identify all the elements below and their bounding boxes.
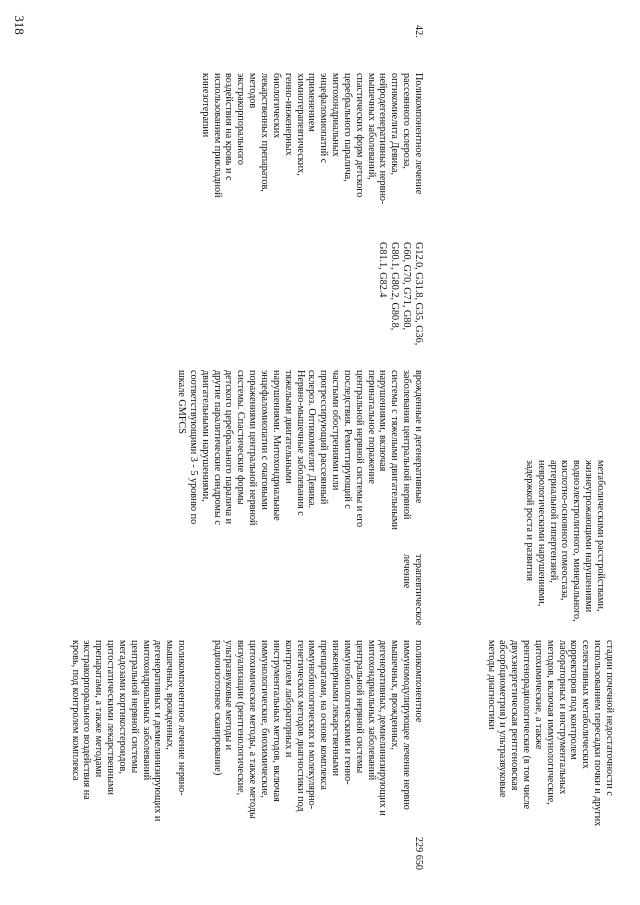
text-line: лекарственных препаратов,	[259, 73, 271, 192]
text-line: лечение	[401, 554, 413, 589]
text-line: другие паралитические синдромы с	[211, 370, 223, 525]
row-number: 42.	[413, 25, 424, 38]
text-line: G81.1, G82.4	[377, 242, 389, 298]
text-line: рентгенорадиологические (в том числе	[521, 640, 533, 810]
method-spacer	[187, 640, 199, 870]
text-line: центральной нервной системы	[128, 640, 140, 774]
text-line: применением	[306, 73, 318, 132]
continuation-treatment-method	[485, 640, 615, 870]
text-line: методов, включая иммунологические,	[544, 640, 556, 805]
text-line: методов	[247, 73, 259, 109]
text-line: радиоизотопное сканирование)	[211, 640, 223, 776]
text-line: мегадозами кортикостероидов,	[116, 640, 128, 774]
text-line: частыми обострениями или	[330, 370, 342, 491]
text-line: абсорбциометрия) и ультразвуковые	[497, 640, 509, 798]
text-line: химиотерапевтических,	[294, 73, 306, 176]
text-line: нейродегенеративных нервно-	[377, 73, 389, 205]
text-line: использованием прикладной	[211, 73, 223, 198]
text-line: визуализации (рентгенологические,	[235, 640, 247, 796]
text-line: энцефаломиопатии с очаговыми	[259, 370, 271, 510]
text-line: кинезотерапии	[199, 73, 211, 138]
text-line: G80.1, G80.2, G80.8,	[389, 242, 401, 331]
text-line: препаратами, на основе комплекса	[318, 640, 330, 790]
text-line: системы с тяжелыми двигательными	[389, 370, 401, 530]
text-line: G60, G70, G71, G80,	[401, 242, 413, 331]
text-line: склероз. Оптикомиелит Девика.	[306, 370, 318, 509]
text-line: нарушениями. Митохондриальные	[270, 370, 282, 521]
text-line: двухэнергетическая рентгеновская	[509, 640, 521, 791]
method-spacer	[199, 640, 211, 870]
text-line: нарушениями, включая	[377, 370, 389, 472]
continuation-description	[523, 460, 606, 635]
text-line: шкале GMFCS	[176, 370, 188, 434]
text-line: терапевтическое	[413, 554, 424, 626]
text-line: метаболическими расстройствами,	[595, 460, 606, 612]
text-line: перинатальное поражение	[365, 370, 377, 484]
text-line: иммуномодулирующее лечение нервно	[401, 640, 413, 810]
text-line: митохондриальных	[330, 73, 342, 157]
patient-model-description	[175, 370, 424, 555]
text-line: генетических методов диагностики под	[294, 640, 306, 812]
text-line: инженерными лекарственными	[330, 640, 342, 777]
text-line: кислотно-основного гомеостаза,	[559, 460, 571, 601]
treatment-method-block	[69, 640, 187, 870]
treatment-method-block	[211, 640, 424, 870]
text-line: детского церебрального паралича и	[223, 370, 235, 525]
text-line: экстракорпорального воздействия на	[81, 640, 93, 800]
cost-value: 229 650	[413, 836, 424, 870]
text-line: жизнеугрожающими нарушениями	[583, 460, 595, 613]
text-line: G12.0, G31.8, G35, G36,	[413, 242, 424, 346]
text-line: водноэлектролитного, минерального,	[571, 460, 583, 622]
text-line: артериальной гипертензией,	[547, 460, 559, 583]
treatment-type	[400, 554, 424, 634]
text-line: тяжелыми двигательными	[282, 370, 294, 484]
text-line: системы. Спастические формы	[235, 370, 247, 505]
text-line: генно-инженерных	[282, 73, 294, 156]
text-line: корректоров под контролем	[568, 640, 580, 760]
text-line: препаратами, а также методами	[93, 640, 105, 778]
text-line: экстракорпорального	[235, 73, 247, 165]
text-line: биологических	[270, 73, 282, 139]
text-line: энцефаломиопатий с	[318, 73, 330, 164]
cost-cell	[412, 640, 424, 870]
page-number-text: 318	[12, 15, 27, 35]
text-line: мышечных заболеваний,	[365, 73, 377, 180]
text-line: воздействия на кровь и с	[223, 73, 235, 181]
text-line: мышечных, врожденных,	[164, 640, 176, 750]
text-line: оптикомиелита Девика,	[389, 73, 401, 176]
text-line: церебрального паралича,	[341, 73, 353, 182]
text-line: кровь, под контролем комплекса	[69, 640, 81, 781]
text-line: прогрессирующий рассеянный	[318, 370, 330, 505]
treatment-methods	[69, 640, 424, 870]
text-line: поликомпонентное	[413, 640, 424, 723]
text-line: иммунобиологических и молекулярно-	[306, 640, 318, 810]
text-line: цитохимические методы, а также методы	[247, 640, 259, 819]
text-line: контролем лабораторных и	[282, 640, 294, 758]
icd-codes	[377, 242, 424, 360]
text-line: Нервно-мышечные заболевания с	[294, 370, 306, 516]
text-line: поражениями центральной нервной	[247, 370, 259, 526]
care-type-name	[199, 73, 424, 223]
text-line: заболевания центральной нервной	[401, 370, 413, 520]
text-line: использованием пересадки почки и других	[592, 640, 604, 827]
text-line: иммунобиологическими и генно-	[341, 640, 353, 785]
text-line: инструментальных методов, включая	[270, 640, 282, 802]
text-line: задержкой роста и развития	[523, 460, 535, 582]
text-line: центральной нервной системы	[353, 640, 365, 774]
text-line: митохондриальных заболеваний	[365, 640, 377, 781]
text-line: лабораторных и инструментальных	[556, 640, 568, 795]
text-line: соответствующими 3 - 5 уровню по	[187, 370, 199, 525]
text-line: рассеянного склероза,	[401, 73, 413, 169]
text-line: селективных метаболических	[580, 640, 592, 769]
text-line: последствия. Ремиттирующий с	[341, 370, 353, 509]
text-line: неврологическими нарушениями,	[535, 460, 547, 607]
text-line: стадии почечной недостаточности с	[604, 640, 615, 796]
text-line: центральной нервной системы и его	[353, 370, 365, 528]
text-line: методы диагностики	[485, 640, 497, 730]
text-line: цитостатическими лекарственными	[105, 640, 117, 796]
text-line: мышечных, врожденных,	[389, 640, 401, 750]
text-line: дегенеративных и демиелинизирующих и	[152, 640, 164, 822]
text-line: цитохимические, а также	[532, 640, 544, 750]
text-line: дегенеративных, демиелинизирующих и	[377, 640, 389, 816]
text-line: митохондриальных заболеваний	[140, 640, 152, 781]
text-line: двигательными нарушениями,	[199, 370, 211, 502]
text-line: Поликомпонентное лечение	[413, 73, 424, 195]
text-line: ультразвуковые методы и	[223, 640, 235, 751]
text-line: поликомпонентное лечение нервно-	[176, 640, 188, 796]
text-line: спастических форм детского	[353, 73, 365, 198]
text-line: врожденные и дегенеративные	[413, 370, 424, 504]
text-line: иммунологические, биохимические,	[259, 640, 271, 798]
